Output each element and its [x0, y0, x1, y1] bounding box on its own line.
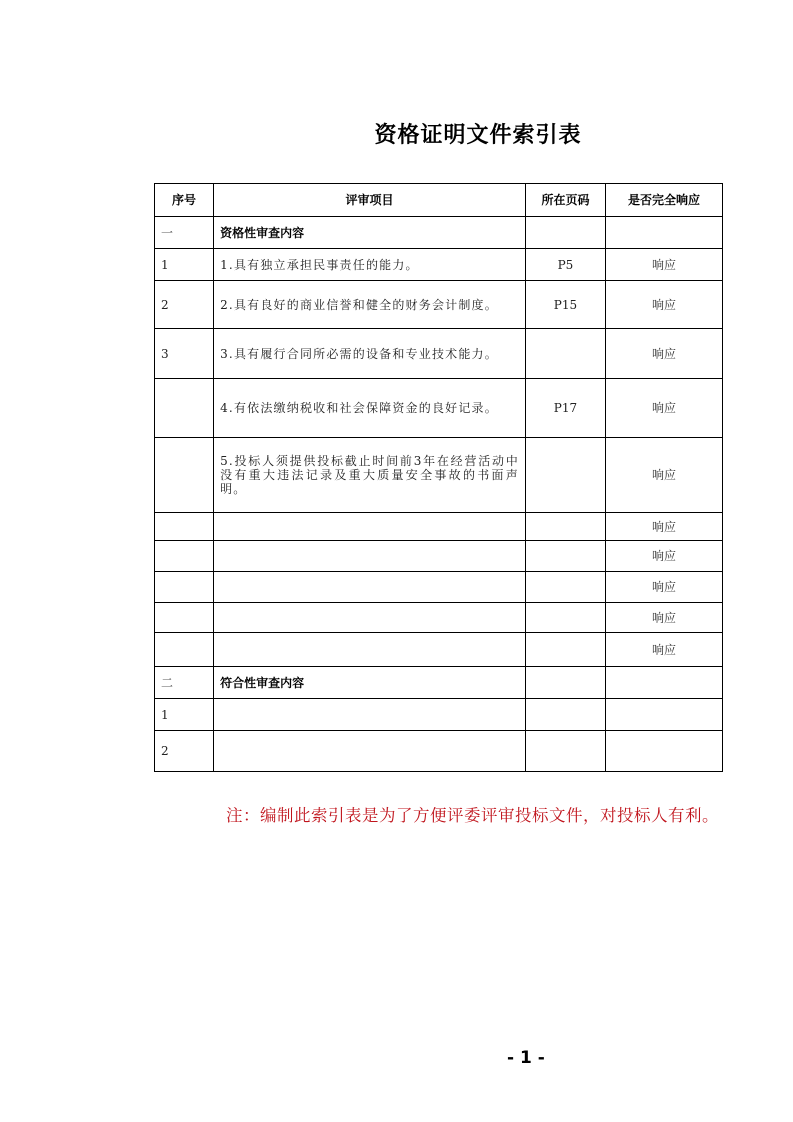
table-row: [155, 572, 723, 603]
cell-page: [526, 699, 606, 731]
cell-response: 响应: [605, 541, 722, 572]
table-row: [155, 731, 723, 772]
cell-response: 响应: [605, 633, 722, 667]
header-item: 评审项目: [214, 184, 526, 217]
cell-seq: [155, 603, 214, 633]
table-row: [155, 699, 723, 731]
cell-seq: 1: [155, 699, 214, 731]
cell-item: [214, 699, 526, 731]
header-page: 所在页码: [526, 184, 606, 217]
cell-page: P17: [526, 379, 606, 438]
cell-item: [214, 572, 526, 603]
cell-item: [214, 603, 526, 633]
table-header-row: [155, 184, 723, 217]
cell-page: [526, 329, 606, 379]
cell-response: 响应: [605, 249, 722, 281]
cell-seq: 一: [155, 217, 214, 249]
qualification-index-table: [154, 183, 723, 772]
table-row: [155, 513, 723, 541]
cell-page: P15: [526, 281, 606, 329]
cell-page: [526, 667, 606, 699]
cell-seq: [155, 541, 214, 572]
cell-item: [214, 513, 526, 541]
note-text: 注：编制此索引表是为了方便评委评审投标文件，对投标人有利。: [226, 806, 719, 825]
table-row: [155, 438, 723, 513]
cell-seq: [155, 438, 214, 513]
cell-response: [605, 667, 722, 699]
cell-response: 响应: [605, 513, 722, 541]
cell-item: 2.具有良好的商业信誉和健全的财务会计制度。: [214, 281, 526, 329]
cell-seq: [155, 572, 214, 603]
cell-response: [605, 217, 722, 249]
cell-item: 5.投标人须提供投标截止时间前3年在经营活动中没有重大违法记录及重大质量安全事故的书面声明。: [214, 438, 526, 513]
cell-page: [526, 572, 606, 603]
page-number: - 1 -: [507, 1048, 545, 1068]
table-section-row: [155, 667, 723, 699]
cell-page: [526, 217, 606, 249]
cell-page: [526, 603, 606, 633]
header-seq: 序号: [155, 184, 214, 217]
cell-item: 3.具有履行合同所必需的设备和专业技术能力。: [214, 329, 526, 379]
cell-item: [214, 633, 526, 667]
cell-seq: [155, 633, 214, 667]
table-section-row: [155, 217, 723, 249]
cell-page: [526, 731, 606, 772]
cell-response: 响应: [605, 281, 722, 329]
cell-response: [605, 699, 722, 731]
cell-item: 1.具有独立承担民事责任的能力。: [214, 249, 526, 281]
cell-response: 响应: [605, 438, 722, 513]
cell-response: 响应: [605, 329, 722, 379]
table-row: [155, 329, 723, 379]
cell-seq: 1: [155, 249, 214, 281]
cell-page: [526, 541, 606, 572]
cell-seq: 3: [155, 329, 214, 379]
cell-response: 响应: [605, 603, 722, 633]
cell-response: [605, 731, 722, 772]
table-row: [155, 541, 723, 572]
document-title: 资格证明文件索引表: [374, 123, 582, 148]
cell-page: [526, 438, 606, 513]
table-row: [155, 281, 723, 329]
cell-seq: 2: [155, 281, 214, 329]
cell-page: P5: [526, 249, 606, 281]
cell-item: 4.有依法缴纳税收和社会保障资金的良好记录。: [214, 379, 526, 438]
table-row: [155, 249, 723, 281]
header-response: 是否完全响应: [605, 184, 722, 217]
cell-page: [526, 633, 606, 667]
cell-response: 响应: [605, 379, 722, 438]
table-row: [155, 603, 723, 633]
cell-seq: [155, 513, 214, 541]
cell-seq: [155, 379, 214, 438]
cell-item: [214, 731, 526, 772]
cell-item: 符合性审查内容: [214, 667, 526, 699]
cell-response: 响应: [605, 572, 722, 603]
cell-seq: 2: [155, 731, 214, 772]
cell-item: 资格性审查内容: [214, 217, 526, 249]
cell-seq: 二: [155, 667, 214, 699]
table-row: [155, 633, 723, 667]
table-row: [155, 379, 723, 438]
cell-item: [214, 541, 526, 572]
cell-page: [526, 513, 606, 541]
